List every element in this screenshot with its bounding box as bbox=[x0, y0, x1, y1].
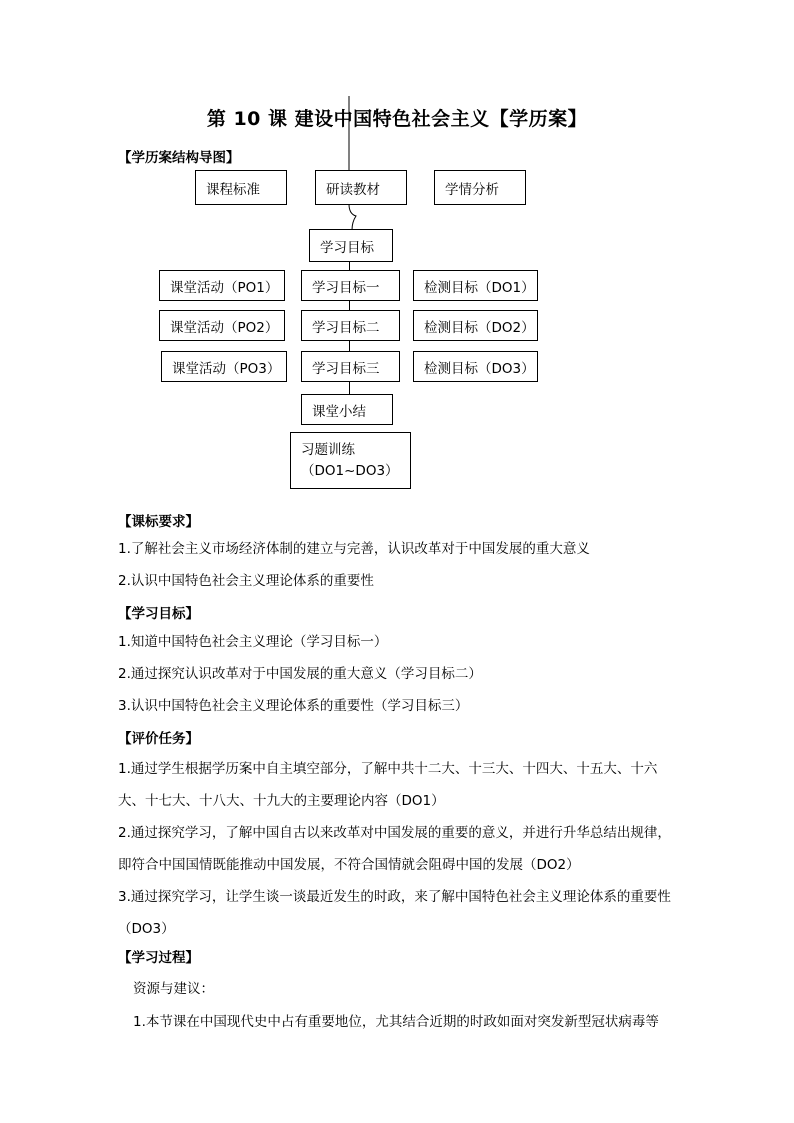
exercise-label: 习题训练 bbox=[301, 441, 355, 458]
evaluation-item: 3.通过探究学习，让学生谈一谈最近发生的时政，来了解中国特色社会主义理论体系的重要性（DO3） bbox=[118, 889, 671, 937]
connector-line bbox=[349, 382, 350, 394]
curriculum-item: 1.了解社会主义市场经济体制的建立与完善，认识改革对于中国发展的重大意义 bbox=[118, 541, 590, 557]
map-box-check-1: 检测目标（DO1） bbox=[413, 270, 538, 301]
curriculum-item: 2.认识中国特色社会主义理论体系的重要性 bbox=[118, 573, 374, 589]
evaluation-item: 2.通过探究学习，了解中国自古以来改革对中国发展的重要的意义，并进行升华总结出规律，即符合中国国情既能推动中国发展，不符合国情就会阻碍中国的发展（DO2） bbox=[118, 825, 671, 873]
map-box-exercise bbox=[290, 432, 411, 489]
process-item: 1.本节课在中国现代史中占有重要地位，尤其结合近期的时政如面对突发新型冠状病毒等 bbox=[133, 1014, 659, 1030]
map-box-textbook: 研读教材 bbox=[315, 170, 407, 205]
objective-item: 3.认识中国特色社会主义理论体系的重要性（学习目标三） bbox=[118, 698, 469, 714]
map-box-goal-3: 学习目标三 bbox=[301, 351, 400, 382]
structure-heading: 【学历案结构导图】 bbox=[118, 150, 240, 166]
objective-item: 2.通过探究认识改革对于中国发展的重大意义（学习目标二） bbox=[118, 666, 482, 682]
map-box-activity-1: 课堂活动（PO1） bbox=[159, 270, 285, 301]
map-box-learning-goal: 学习目标 bbox=[309, 229, 393, 262]
process-heading: 【学习过程】 bbox=[118, 950, 199, 966]
evaluation-item: 1.通过学生根据学历案中自主填空部分，了解中共十二大、十三大、十四大、十五大、十六大、十七大、十八大、十九大的主要理论内容（DO1） bbox=[118, 761, 658, 809]
curriculum-list bbox=[118, 533, 678, 597]
map-box-curriculum: 课程标准 bbox=[195, 170, 287, 205]
map-box-check-3: 检测目标（DO3） bbox=[413, 351, 538, 382]
map-box-activity-2: 课堂活动（PO2） bbox=[159, 310, 285, 341]
map-box-activity-3: 课堂活动（PO3） bbox=[161, 351, 287, 382]
exercise-range: （DO1~DO3） bbox=[301, 462, 399, 479]
objectives-list bbox=[118, 626, 678, 722]
objectives-heading: 【学习目标】 bbox=[118, 606, 199, 622]
evaluation-heading: 【评价任务】 bbox=[118, 731, 199, 747]
map-box-summary: 课堂小结 bbox=[301, 394, 393, 425]
objective-item: 1.知道中国特色社会主义理论（学习目标一） bbox=[118, 634, 388, 650]
map-box-check-2: 检测目标（DO2） bbox=[413, 310, 538, 341]
map-box-goal-1: 学习目标一 bbox=[301, 270, 400, 301]
map-box-goal-2: 学习目标二 bbox=[301, 310, 400, 341]
curriculum-heading: 【课标要求】 bbox=[118, 514, 199, 530]
document-title: 第 10 课 建设中国特色社会主义【学历案】 bbox=[206, 108, 588, 130]
connector-curve bbox=[340, 96, 370, 236]
map-box-student-analysis: 学情分析 bbox=[434, 170, 526, 205]
evaluation-list bbox=[118, 753, 678, 945]
resource-label: 资源与建议： bbox=[133, 981, 214, 997]
